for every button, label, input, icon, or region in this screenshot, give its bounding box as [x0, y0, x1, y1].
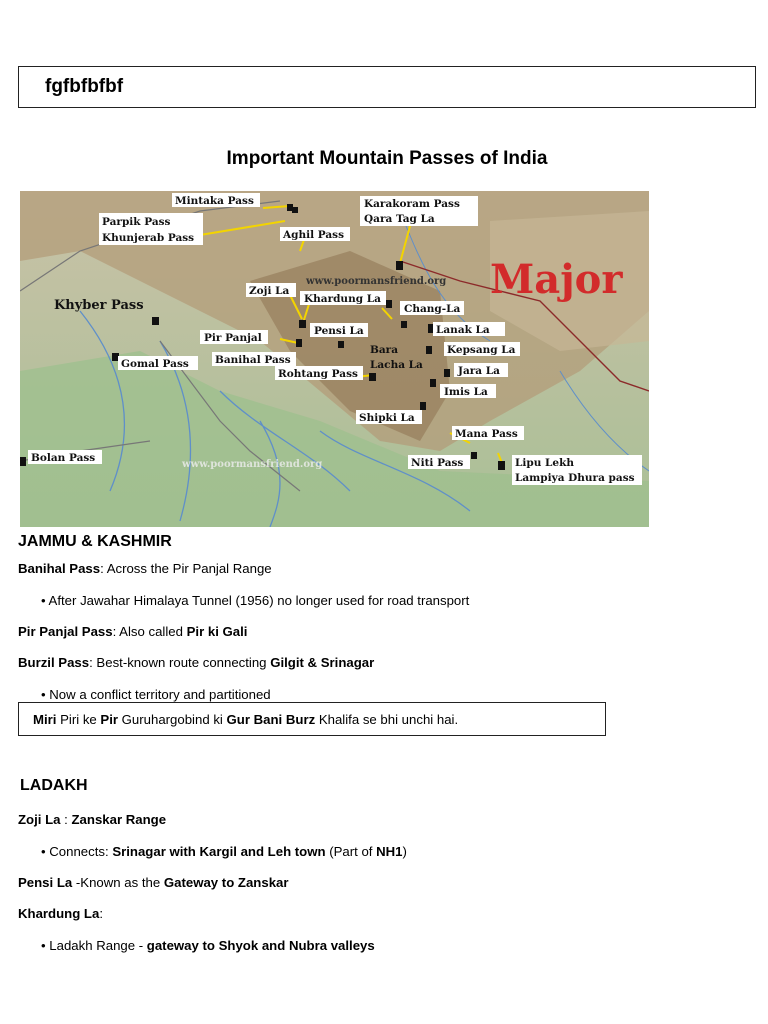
pirpanjal-bold: Pir ki Gali: [186, 624, 248, 639]
map-label-lacha: Lacha La: [370, 359, 423, 371]
pensi-term: Pensi La: [18, 875, 73, 890]
map-label-imis: Imis La: [444, 386, 488, 398]
map-label-khunjerab: Khunjerab Pass: [102, 232, 195, 244]
header-box-text: fgfbfbfbf: [45, 76, 124, 97]
quote-text-1: Piri ke: [56, 712, 101, 727]
quote-line: [33, 712, 458, 727]
map-label-mintaka: Mintaka Pass: [175, 195, 254, 207]
zoji-bullet-bold: Srinagar with Kargil and Leh town: [112, 844, 326, 859]
map-label-gomal: Gomal Pass: [121, 358, 189, 370]
banihal-line: [18, 561, 272, 576]
burzil-bullet: • Now a conflict territory and partitioned: [41, 687, 271, 702]
header-box: [18, 66, 756, 108]
burzil-mid: : Best-known route connecting: [89, 655, 271, 670]
quote-bold-1: Miri: [33, 712, 57, 727]
map-label-lipu: Lipu Lekh: [515, 457, 574, 469]
map-label-rohtang: Rohtang Pass: [278, 368, 358, 380]
map-label-kepsang: Kepsang La: [447, 344, 516, 356]
zoji-bullet-pre: • Connects:: [41, 844, 113, 859]
map-label-khyber: Khyber Pass: [54, 298, 144, 313]
map-label-aghil: Aghil Pass: [283, 229, 344, 241]
ladakh-heading: LADAKH: [20, 777, 88, 794]
map-label-zojila: Zoji La: [249, 285, 290, 297]
zoji-bullet: [41, 844, 407, 859]
map-label-lanak: Lanak La: [436, 324, 490, 336]
map-label-banihal: Banihal Pass: [215, 354, 291, 366]
burzil-term: Burzil Pass: [18, 655, 90, 670]
pensi-line: [18, 875, 289, 890]
banihal-term: Banihal Pass: [18, 561, 101, 576]
quote-box: [18, 702, 606, 736]
map-watermark-top: www.poormansfriend.org: [306, 276, 447, 287]
map-label-bara: Bara: [370, 344, 399, 356]
map-label-jara: Jara La: [458, 365, 500, 377]
map-label-pensi: Pensi La: [314, 325, 364, 337]
mountain-passes-map: [20, 191, 649, 527]
map-label-shipki: Shipki La: [359, 412, 415, 424]
map-label-mana: Mana Pass: [455, 428, 518, 440]
pirpanjal-term: Pir Panjal Pass: [18, 624, 113, 639]
map-label-karakoram: Karakoram Pass: [364, 198, 460, 210]
map-label-niti: Niti Pass: [411, 457, 464, 469]
map-big-label: Major: [490, 256, 623, 303]
map-label-khardung: Khardung La: [304, 293, 381, 305]
jk-heading: JAMMU & KASHMIR: [18, 533, 172, 550]
quote-bold-3: Gur Bani Burz: [226, 712, 316, 727]
zoji-term: Zoji La: [18, 812, 61, 827]
quote-bold-2: Pir: [100, 712, 119, 727]
map-watermark-bottom: www.poormansfriend.org: [182, 459, 323, 470]
map-label-parpik: Parpik Pass: [102, 216, 171, 228]
quote-text-2: Guruhargobind ki: [118, 712, 227, 727]
burzil-line: [18, 655, 374, 670]
pirpanjal-mid: : Also called: [112, 624, 187, 639]
page-title: Important Mountain Passes of India: [226, 148, 548, 169]
map-label-lampiya: Lampiya Dhura pass: [515, 472, 635, 484]
zoji-mid: :: [60, 812, 72, 827]
khardung-bullet-pre: • Ladakh Range -: [41, 938, 147, 953]
pensi-bold: Gateway to Zanskar: [163, 875, 289, 890]
quote-text-3: Khalifa se bhi unchi hai.: [315, 712, 459, 727]
map-label-pirpanjal: Pir Panjal: [204, 332, 262, 344]
zoji-bullet-post: ): [402, 844, 407, 859]
khardung-rest: :: [99, 906, 103, 921]
zoji-bullet-bold2: NH1: [376, 844, 403, 859]
burzil-bold: Gilgit & Srinagar: [270, 655, 375, 670]
zoji-bold: Zanskar Range: [71, 812, 167, 827]
map-label-changla: Chang-La: [404, 303, 461, 315]
zoji-line: [18, 812, 166, 827]
pensi-mid: -Known as the: [72, 875, 164, 890]
map-label-bolan: Bolan Pass: [31, 452, 96, 464]
pirpanjal-line: [18, 624, 247, 639]
banihal-bullet: • After Jawahar Himalaya Tunnel (1956) no longer used for road transport: [41, 593, 470, 608]
khardung-bullet: [41, 938, 375, 953]
zoji-bullet-mid: (Part of: [325, 844, 377, 859]
khardung-line: [18, 906, 103, 921]
banihal-desc: : Across the Pir Panjal Range: [100, 561, 272, 576]
khardung-bullet-bold: gateway to Shyok and Nubra valleys: [146, 938, 375, 953]
map-label-qaratag: Qara Tag La: [364, 213, 435, 225]
khardung-term: Khardung La: [18, 906, 100, 921]
